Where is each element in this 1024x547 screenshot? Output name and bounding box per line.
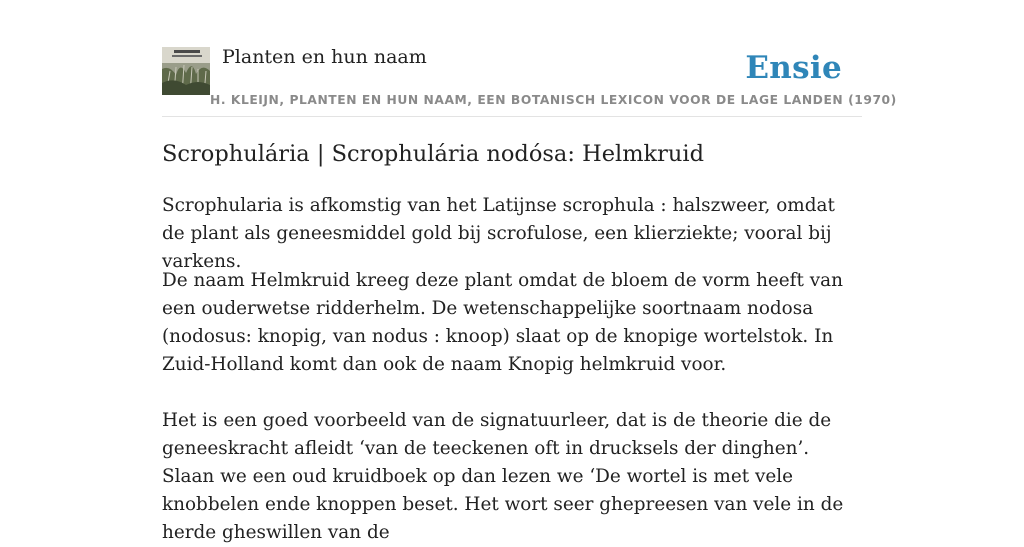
page-container [162, 0, 897, 543]
ensie-logo[interactable]: Ensie [745, 50, 842, 86]
paragraph-2: De naam Helmkruid kreeg deze plant omdat de bloem de vorm heeft van een ouderwetse ridderhelm. De wetenschappelijke soortnaam nodosa (nodosus: knopig, van nodus : knoop) slaat op de knopige wortelstok. In Zuid-Holland komt dan ook de naam Knopig helmkruid voor. [162, 270, 843, 375]
book-title[interactable]: Planten en hun naam [222, 46, 427, 68]
entry-title: Scrophulária | Scrophulária nodósa: Helmkruid [162, 141, 705, 167]
book-cover-avatar[interactable] [162, 47, 210, 95]
book-cover-thumbnail-icon [162, 47, 210, 95]
book-subtitle: H. KLEIJN, PLANTEN EN HUN NAAM, EEN BOTANISCH LEXICON VOOR DE LAGE LANDEN (1970) [210, 93, 897, 107]
paragraph-3: Het is een goed voorbeeld van de signatuurleer, dat is de theorie die de geneeskracht afleidt ‘van de teeckenen oft in drucksels der dinghen’. Slaan we een oud kruidboek op dan lezen we ‘De wortel is met vele knobbelen ende knoppen beset. Het wort seer ghepreesen van vele in de herde gheswillen van de [162, 410, 844, 543]
paragraph-1: Scrophularia is afkomstig van het Latijnse scrophula : halszweer, omdat de plant als geneesmiddel gold bij scrofulose, een klierziekte; vooral bij varkens. [162, 195, 835, 272]
header [162, 0, 897, 117]
